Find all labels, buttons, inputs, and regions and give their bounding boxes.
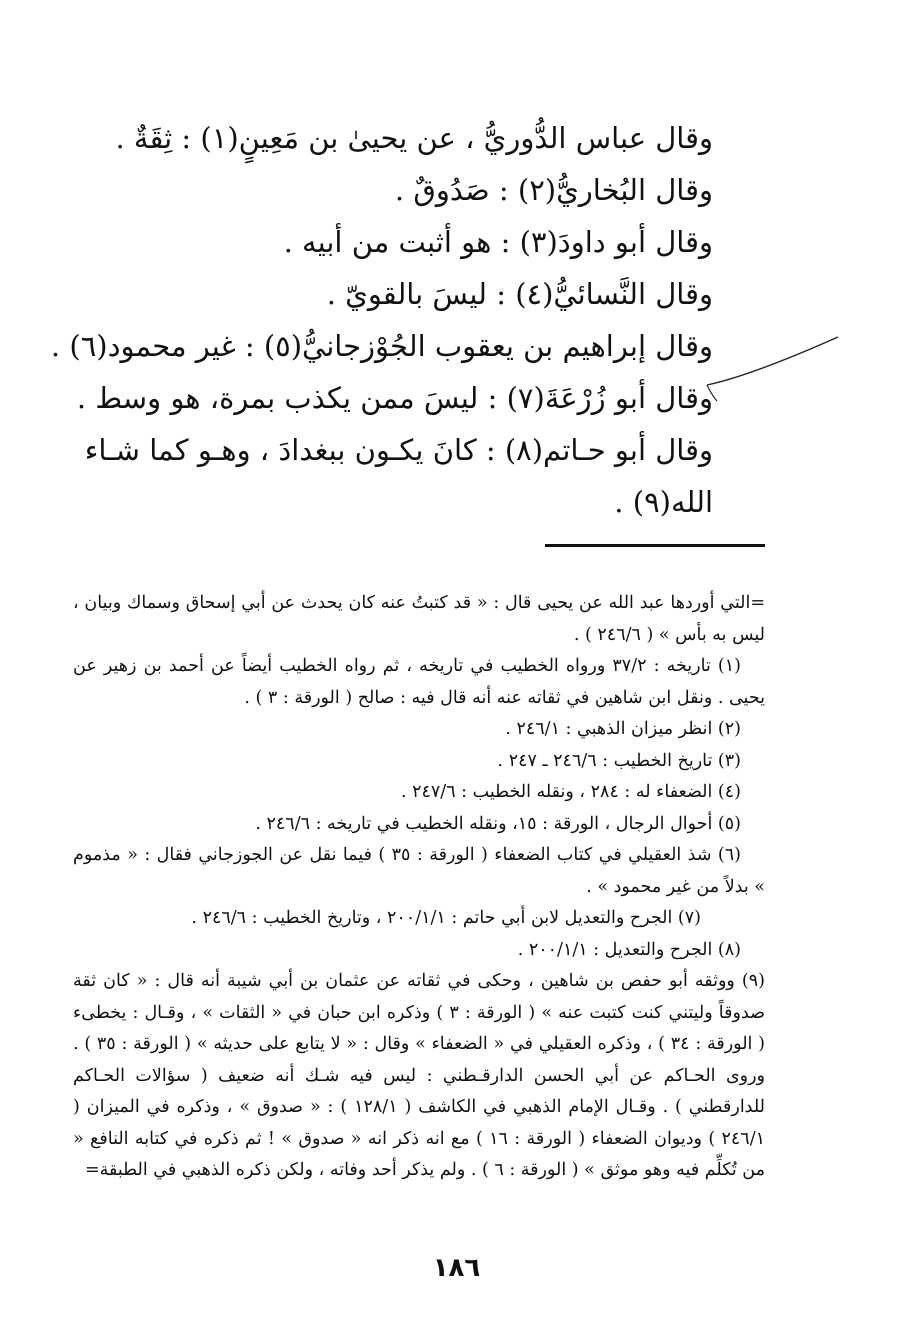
main-line-bukhari: وقال البُخاريُّ(٢) : صَدُوقٌ . xyxy=(394,173,713,207)
main-line-abbas: وقال عباس الدُّوريُّ ، عن يحيىٰ بن مَعِينٍ(١) : ثِقَةٌ . xyxy=(115,121,713,155)
footnote-2: (٢) انظر ميزان الذهبي : ٢٤٦/١ . xyxy=(505,719,741,739)
footnote-7: (٧) الجرح والتعديل لابن أبي حاتم : ٢٠٠/١/١ ، وتاريخ الخطيب : ٢٤٦/٦ . xyxy=(191,908,701,928)
footnote-9: (٩) ووثقه أبو حفص بن شاهين ، وحكى في ثقاته عن عثمان بن أبي شيبة أنه قال : « كان ثقة صدوقاً وليتني كنت كتبت عنه » ( الورقة : ٣ ) وذكره ابن حبان في « الثقات » ، وقـال : يخطىء ( الورقة : ٣٤ ) ، وذكره العقيلي في « الضعفاء » وقال : « لا يتابع على حديثه » ( الورقة : ٣٥ ) . وروى الحـاكم عن أبي الحسن الدارقـطني : ليس فيه شـك أنه ضعيف ( سؤالات الحـاكم للدارقطني ) . وقـال الإمام الذهبي في الكاشف ( ١٢٨/١ ) : « صدوق » ، وذكره في الميزان ( ٢٤٦/١ ) وديوان الضعفاء ( الورقة : ١٦ ) مع انه ذكر انه « صدوق » ! ثم ذكره في كتابه النافع « من تُكلِّم فيه وهو موثق » ( الورقة : ٦ ) . ولم يذكر أحد وفاته ، ولكن ذكره الذهبي في الطبقة= xyxy=(73,971,765,1180)
footnote-3: (٣) تاريخ الخطيب : ٢٤٦/٦ ـ ٢٤٧ . xyxy=(497,750,741,771)
footnote-8: (٨) الجرح والتعديل : ٢٠٠/١/١ . xyxy=(517,939,741,960)
footnote-1: (١) تاريخه : ٣٧/٢ ورواه الخطيب في تاريخه ، ثم رواه الخطيب أيضاً عن أحمد بن زهير عن يحيى . ونقل ابن شاهين في ثقاته عنه أنه قال فيه : صالح ( الورقة : ٣ ) . xyxy=(73,656,765,708)
main-line-abu-dawud: وقال أبو داودَ(٣) : هو أثبت من أبيه . xyxy=(283,225,713,259)
footnote-continuation: =التي أوردها عبد الله عن يحيى قال : « قد كتبتُ عنه كان يحدث عن أبي إسحاق وسماك وبيان ، ليس به بأس » ( ٢٤٦/٦ ) . xyxy=(73,593,765,645)
handwritten-mark-icon xyxy=(705,335,840,405)
footnote-4: (٤) الضعفاء له : ٢٨٤ ، ونقله الخطيب : ٢٤٧/٦ . xyxy=(400,782,741,802)
main-line-abu-hatim: وقال أبو حـاتم(٨) : كانَ يكـون ببغدادَ ، وهـو كما شـاء الله(٩) . xyxy=(84,433,713,519)
main-line-juzjani: وقال إبراهيم بن يعقوب الجُوْزجانيُّ(٥) : غير محمود(٦) . xyxy=(50,329,713,363)
footnote-5: (٥) أحوال الرجال ، الورقة : ١٥، ونقله الخطيب في تاريخه : ٢٤٦/٦ . xyxy=(255,813,741,834)
page-number: ١٨٦ xyxy=(432,1253,481,1283)
main-line-nasai: وقال النَّسائيُّ(٤) : ليسَ بالقويّ . xyxy=(326,277,713,311)
main-text xyxy=(50,112,713,528)
footnote-divider xyxy=(545,544,765,547)
footnotes xyxy=(73,588,765,1187)
main-line-abu-zura: وقال أبو زُرْعَةَ(٧) : ليسَ ممن يكذب بمرة، هو وسط . xyxy=(76,381,713,415)
footnote-6: (٦) شذ العقيلي في كتاب الضعفاء ( الورقة : ٣٥ ) فيما نقل عن الجوزجاني فقال : « مذموم » بدلاً من غير محمود » . xyxy=(73,845,765,897)
